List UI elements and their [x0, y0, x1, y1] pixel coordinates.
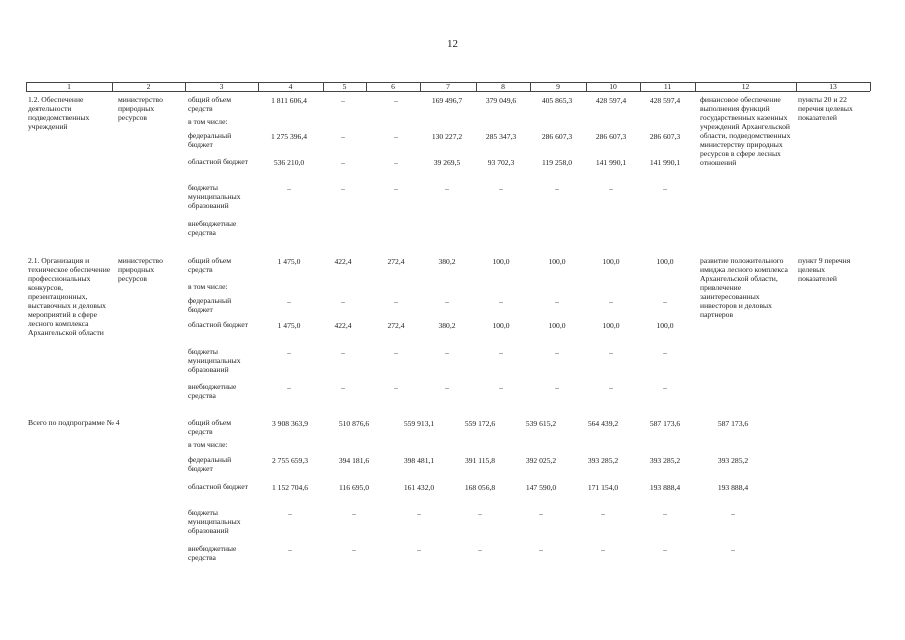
header-divider: [258, 82, 259, 91]
section-1-label-total: общий объем средств: [188, 95, 232, 113]
section-2-municipal-col-7: –: [445, 348, 449, 357]
header-col-8: 8: [501, 82, 505, 91]
section-2-total-col-9: 100,0: [548, 257, 566, 266]
section-3-federal-col-9: 393 285,2: [587, 456, 619, 465]
section-3-municipal-col-9: –: [601, 509, 605, 518]
header-col-12: 12: [741, 82, 750, 91]
header-col-6: 6: [391, 82, 395, 91]
section-1-municipal-col-4: –: [287, 184, 291, 193]
section-3-label-offbudget: внебюджетные средства: [188, 544, 237, 562]
section-1-label-federal: федеральный бюджет: [188, 131, 232, 149]
section-1-total-col-11: 428 597,4: [649, 96, 681, 105]
section-2-federal-col-6: –: [394, 297, 398, 306]
section-2-total-col-4: 1 475,0: [277, 257, 301, 266]
section-3-total-col-4: 3 908 363,9: [271, 419, 309, 428]
section-1-total-col-10: 428 597,4: [595, 96, 627, 105]
section-2-offbudget-col-10: –: [609, 383, 613, 392]
header-divider: [586, 82, 587, 91]
section-2-regional-col-10: 100,0: [602, 321, 620, 330]
section-1-indicators: пункты 20 и 22 перечня целевых показателей: [798, 95, 853, 122]
section-3-regional-col-5: 116 695,0: [338, 483, 370, 492]
section-2-municipal-col-10: –: [609, 348, 613, 357]
section-3-offbudget-col-5: –: [352, 545, 356, 554]
section-3-regional-col-8: 147 590,0: [525, 483, 557, 492]
header-col-1: 1: [67, 82, 71, 91]
section-3-regional-col-7: 168 056,8: [464, 483, 496, 492]
section-2-regional-col-7: 380,2: [438, 321, 456, 330]
section-1-total-col-7: 169 496,7: [431, 96, 463, 105]
section-1-municipal-col-9: –: [555, 184, 559, 193]
header-divider: [323, 82, 324, 91]
section-1-regional-col-11: 141 990,1: [649, 158, 681, 167]
section-2-total-col-10: 100,0: [602, 257, 620, 266]
header-col-13: 13: [829, 82, 837, 91]
header-divider: [870, 82, 871, 91]
section-2-result: развитие положительного имиджа лесного комплекса Архангельской области, привлечение заинтересованных инвесторов и деловых партнеров: [700, 256, 788, 319]
section-1-federal-col-11: 286 607,3: [649, 132, 681, 141]
section-2-offbudget-col-5: –: [341, 383, 345, 392]
section-3-offbudget-col-4: –: [288, 545, 292, 554]
section-1-regional-col-8: 93 702,3: [487, 158, 515, 167]
section-3-municipal-col-4: –: [288, 509, 292, 518]
section-2-municipal-col-6: –: [394, 348, 398, 357]
section-3-label-municipal: бюджеты муниципальных образований: [188, 508, 241, 535]
header-divider: [366, 82, 367, 91]
section-1-label-offbudget: внебюджетные средства: [188, 219, 237, 237]
section-3-total-col-9: 564 439,2: [587, 419, 619, 428]
section-2-total-col-6: 272,4: [387, 257, 405, 266]
section-1-federal-col-7: 130 227,2: [431, 132, 463, 141]
section-1-municipal-col-11: –: [663, 184, 667, 193]
header-col-4: 4: [288, 82, 293, 91]
header-divider: [530, 82, 531, 91]
section-3-total-col-11: 587 173,6: [717, 419, 749, 428]
section-3-label-incl: в том числе:: [188, 440, 228, 449]
section-1-result: финансовое обеспечение выполнения функций государственных казенных учреждений Архангельской области, подведомственных министерству природных ресурсов в сфере лесных отношений: [700, 95, 791, 167]
section-1-federal-col-6: –: [394, 132, 398, 141]
section-3-federal-col-11: 393 285,2: [717, 456, 749, 465]
section-3-offbudget-col-7: –: [478, 545, 482, 554]
header-divider: [796, 82, 797, 91]
header-col-9: 9: [556, 82, 560, 91]
section-3-federal-col-8: 392 025,2: [525, 456, 557, 465]
section-2-label-municipal: бюджеты муниципальных образований: [188, 347, 241, 374]
section-3-total-col-6: 559 913,1: [403, 419, 435, 428]
section-3-label-regional: областной бюджет: [188, 482, 248, 491]
section-1-regional-col-10: 141 990,1: [595, 158, 627, 167]
header-col-10: 10: [609, 82, 617, 91]
section-2-indicators: пункт 9 перечня целевых показателей: [798, 256, 851, 283]
section-2-label-offbudget: внебюджетные средства: [188, 382, 237, 400]
section-1-regional-col-4: 536 210,0: [273, 158, 305, 167]
section-1-total-col-5: –: [341, 96, 345, 105]
section-1-municipal-col-10: –: [609, 184, 613, 193]
section-1-federal-col-10: 286 607,3: [595, 132, 627, 141]
header-col-7: 7: [446, 82, 450, 91]
section-2-federal-col-8: –: [499, 297, 503, 306]
section-3-municipal-col-6: –: [417, 509, 421, 518]
section-2-total-col-7: 380,2: [438, 257, 456, 266]
header-col-11: 11: [663, 82, 672, 91]
section-2-municipal-col-4: –: [287, 348, 291, 357]
section-1-federal-col-8: 285 347,3: [485, 132, 517, 141]
header-bottom-border: [26, 91, 870, 92]
section-3-total-col-10: 587 173,6: [649, 419, 681, 428]
header-divider: [26, 82, 27, 91]
section-1-regional-col-5: –: [341, 158, 345, 167]
section-3-municipal-col-5: –: [352, 509, 356, 518]
section-2-offbudget-col-9: –: [555, 383, 559, 392]
section-2-regional-col-11: 100,0: [656, 321, 674, 330]
section-3-name: Всего по подпрограмме № 4: [28, 418, 120, 427]
section-3-federal-col-4: 2 755 659,3: [271, 456, 309, 465]
section-2-total-col-8: 100,0: [492, 257, 510, 266]
section-3-municipal-col-8: –: [539, 509, 543, 518]
section-3-regional-col-4: 1 152 704,6: [271, 483, 309, 492]
header-divider: [185, 82, 186, 91]
section-3-total-col-7: 559 172,6: [464, 419, 496, 428]
section-3-total-col-8: 539 615,2: [525, 419, 557, 428]
section-1-label-regional: областной бюджет: [188, 157, 248, 166]
section-2-label-total: общий объем средств: [188, 256, 232, 274]
section-3-regional-col-10: 193 888,4: [649, 483, 681, 492]
section-2-executor: министерство природных ресурсов: [118, 256, 163, 283]
section-2-municipal-col-8: –: [499, 348, 503, 357]
section-2-offbudget-col-7: –: [445, 383, 449, 392]
header-divider: [112, 82, 113, 91]
section-1-federal-col-4: 1 275 396,4: [270, 132, 308, 141]
section-2-total-col-11: 100,0: [656, 257, 674, 266]
section-2-regional-col-9: 100,0: [548, 321, 566, 330]
section-1-total-col-9: 405 865,3: [541, 96, 573, 105]
section-2-name: 2.1. Организация и техническое обеспечение профессиональных конкурсов, презентационных, выставочных и деловых мероприятий в сфере лесного комплекса Архангельской области: [28, 256, 111, 337]
section-2-total-col-5: 422,4: [334, 257, 352, 266]
section-3-offbudget-col-9: –: [601, 545, 605, 554]
section-2-regional-col-8: 100,0: [492, 321, 510, 330]
section-3-federal-col-6: 398 481,1: [403, 456, 435, 465]
section-1-regional-col-9: 119 258,0: [541, 158, 573, 167]
section-2-label-incl: в том числе:: [188, 282, 228, 291]
section-3-label-federal: федеральный бюджет: [188, 455, 232, 473]
header-col-3: 3: [219, 82, 224, 91]
header-divider: [640, 82, 641, 91]
section-1-total-col-6: –: [394, 96, 398, 105]
section-1-municipal-col-7: –: [445, 184, 449, 193]
section-3-regional-col-6: 161 432,0: [403, 483, 435, 492]
section-2-municipal-col-9: –: [555, 348, 559, 357]
section-2-federal-col-7: –: [445, 297, 449, 306]
section-3-offbudget-col-8: –: [539, 545, 543, 554]
section-2-label-regional: областной бюджет: [188, 320, 248, 329]
section-2-federal-col-10: –: [609, 297, 613, 306]
section-2-federal-col-5: –: [341, 297, 345, 306]
section-1-total-col-4: 1 811 606,4: [271, 96, 307, 105]
section-3-offbudget-col-11: –: [731, 545, 735, 554]
section-3-federal-col-10: 393 285,2: [649, 456, 681, 465]
section-2-municipal-col-11: –: [663, 348, 667, 357]
section-2-offbudget-col-8: –: [499, 383, 503, 392]
section-1-label-municipal: бюджеты муниципальных образований: [188, 183, 241, 210]
section-3-municipal-col-7: –: [478, 509, 482, 518]
header-divider: [476, 82, 477, 91]
section-3-municipal-col-10: –: [663, 509, 667, 518]
section-3-regional-col-9: 171 154,0: [587, 483, 619, 492]
section-2-regional-col-4: 1 475,0: [277, 321, 301, 330]
section-1-total-col-8: 379 049,6: [485, 96, 517, 105]
section-1-executor: министерство природных ресурсов: [118, 95, 163, 122]
section-2-regional-col-6: 272,4: [387, 321, 405, 330]
section-2-offbudget-col-11: –: [663, 383, 667, 392]
section-2-federal-col-9: –: [555, 297, 559, 306]
section-1-municipal-col-6: –: [394, 184, 398, 193]
header-divider: [695, 82, 696, 91]
section-2-offbudget-col-4: –: [287, 383, 291, 392]
header-col-5: 5: [342, 82, 347, 91]
section-2-municipal-col-5: –: [341, 348, 345, 357]
section-1-name: 1.2. Обеспечение деятельности подведомственных учреждений: [28, 95, 90, 131]
section-2-offbudget-col-6: –: [394, 383, 398, 392]
section-3-federal-col-7: 391 115,8: [464, 456, 496, 465]
header-col-2: 2: [146, 82, 151, 91]
section-3-regional-col-11: 193 888,4: [717, 483, 749, 492]
section-1-municipal-col-5: –: [341, 184, 345, 193]
section-1-federal-col-9: 286 607,3: [541, 132, 573, 141]
section-1-regional-col-6: –: [394, 158, 398, 167]
section-1-label-incl: в том числе:: [188, 117, 228, 126]
section-2-federal-col-11: –: [663, 297, 667, 306]
section-2-regional-col-5: 422,4: [334, 321, 352, 330]
section-1-municipal-col-8: –: [499, 184, 503, 193]
section-3-federal-col-5: 394 181,6: [338, 456, 370, 465]
section-2-federal-col-4: –: [287, 297, 291, 306]
section-2-label-federal: федеральный бюджет: [188, 296, 232, 314]
page-number: 12: [447, 38, 458, 50]
section-3-offbudget-col-6: –: [417, 545, 421, 554]
section-3-total-col-5: 510 876,6: [338, 419, 370, 428]
section-1-federal-col-5: –: [341, 132, 345, 141]
section-3-label-total: общий объем средств: [188, 418, 232, 436]
section-3-municipal-col-11: –: [731, 509, 735, 518]
header-divider: [420, 82, 421, 91]
section-1-regional-col-7: 39 269,5: [433, 158, 461, 167]
section-3-offbudget-col-10: –: [663, 545, 667, 554]
